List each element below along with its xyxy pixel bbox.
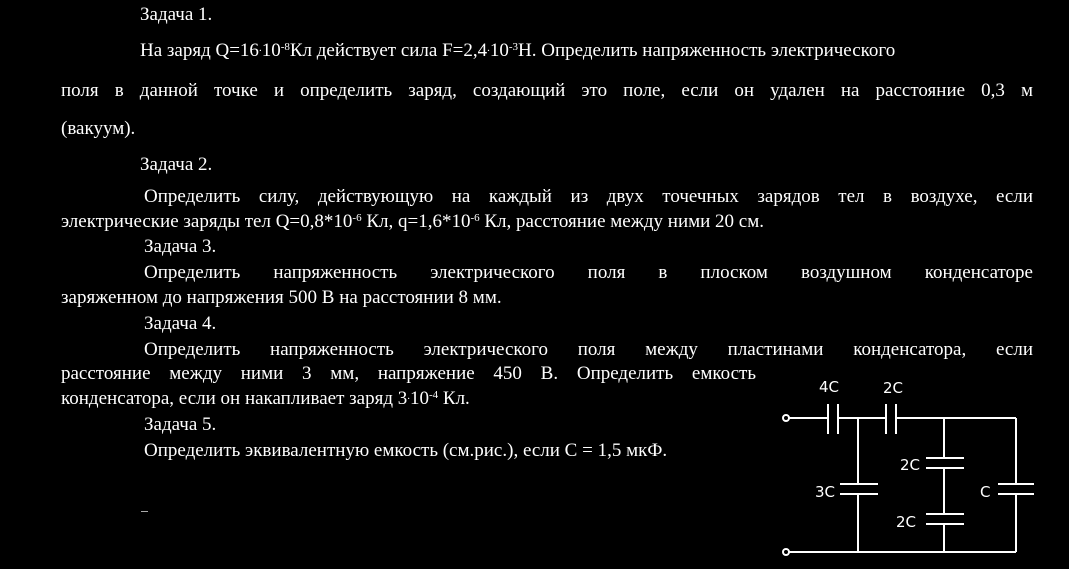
label-2c-series: 2C: [883, 379, 904, 397]
label-2c-upper: 2C: [900, 456, 921, 474]
terminal-top: [783, 415, 789, 421]
label-3c: 3C: [815, 483, 836, 501]
task1-title: Задача 1.: [140, 4, 213, 25]
task4-line1: Определить напряженность электрического поля между пластинами конденсатора, если: [144, 339, 1033, 360]
task1-line2: поля в данной точке и определить заряд, создающий это поле, если он удален на расстояние 0,3 м: [61, 80, 1033, 101]
task2-line1: Определить силу, действующую на каждый из двух точечных зарядов тел в воздухе, если: [144, 186, 1033, 207]
task3-title: Задача 3.: [144, 236, 217, 257]
label-2c-lower: 2C: [896, 513, 917, 531]
task3-line2: заряженном до напряжения 500 В на расстоянии 8 мм.: [61, 287, 502, 308]
task5-title: Задача 5.: [144, 414, 217, 435]
task5-line1: Определить эквивалентную емкость (см.рис.), если С = 1,5 мкФ.: [144, 440, 668, 461]
task3-line1: Определить напряженность электрического поля в плоском воздушном конденсаторе: [144, 262, 1033, 283]
task4-line3: конденсатора, если он накапливает заряд $3^.10^{-4}$ Кл.: [61, 388, 470, 409]
label-c: C: [980, 483, 991, 501]
terminal-bottom: [783, 549, 789, 555]
task1-line1: На заряд $Q=16^.10^{-8}Кл$ действует сила $F=2,4^.10^{-3}Н$. Определить напряженность электрического: [140, 40, 896, 61]
stray-dash: [141, 511, 148, 512]
task4-line2: расстояние между ними 3 мм, напряжение 450 В. Определить емкость: [61, 363, 756, 384]
task2-line2: электрические заряды тел $Q=0,8*10^{-6}$ Кл, $q=1,6*10^{-6}$ Кл, расстояние между ними 20 см.: [61, 211, 765, 232]
task2-title: Задача 2.: [140, 154, 213, 175]
task4-title: Задача 4.: [144, 313, 217, 334]
task1-line3: (вакуум).: [61, 118, 136, 139]
label-4c: 4C: [819, 378, 840, 396]
capacitor-circuit-diagram: [776, 372, 1041, 562]
